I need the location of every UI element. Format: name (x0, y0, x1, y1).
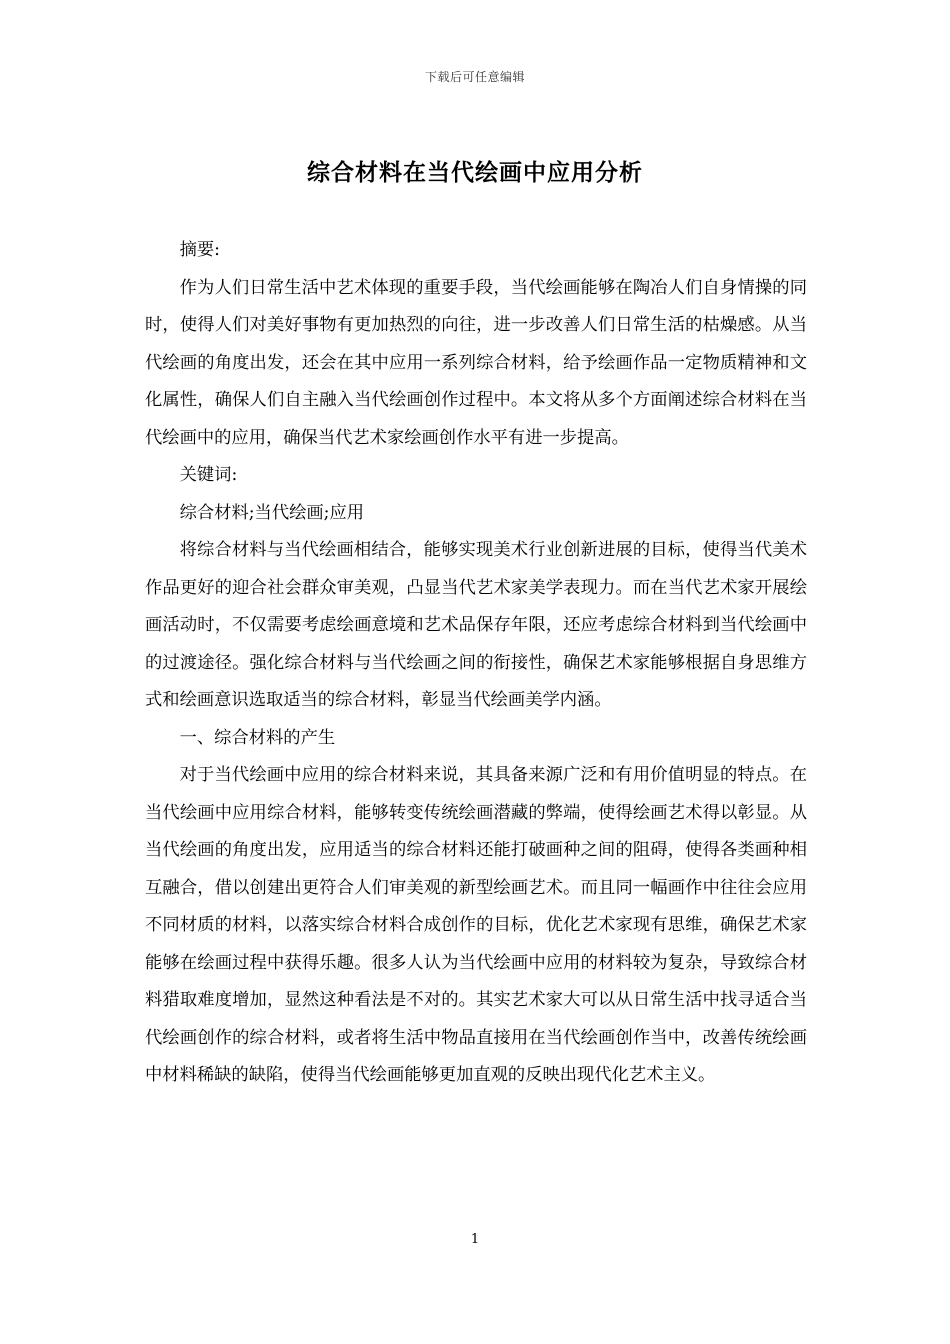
page-number: 1 (470, 1232, 480, 1247)
intro-paragraph: 将综合材料与当代绘画相结合，能够实现美术行业创新进展的目标，使得当代美术作品更好的迎合社会群众审美观，凸显当代艺术家美学表现力。而在当代艺术家开展绘画活动时，不仅需要考虑绘画意境和艺术品保存年限，还应考虑综合材料到当代绘画中的过渡途径。强化综合材料与当代绘画之间的衔接性，确保艺术家能够根据自身思维方式和绘画意识选取适当的综合材料，彰显当代绘画美学内涵。 (145, 540, 807, 710)
section-1-paragraph: 对于当代绘画中应用的综合材料来说，其具备来源广泛和有用价值明显的特点。在当代绘画中应用综合材料，能够转变传统绘画潜藏的弊端，使得绘画艺术得以彰显。从当代绘画的角度出发，应用适当的综合材料还能打破画种之间的阻碍，使得各类画种相互融合，借以创建出更符合人们审美观的新型绘画艺术。而且同一幅画作中往往会应用不同材质的材料，以落实综合材料合成创作的目标，优化艺术家现有思维，确保艺术家能够在绘画过程中获得乐趣。很多人认为当代绘画中应用的材料较为复杂，导致综合材料猎取难度增加，显然这种看法是不对的。其实艺术家大可以从日常生活中找寻适合当代绘画创作的综合材料，或者将生活中物品直接用在当代绘画创作当中，改善传统绘画中材料稀缺的缺陷，使得当代绘画能够更加直观的反映出现代化艺术主义。 (145, 765, 807, 1085)
document-title: 综合材料在当代绘画中应用分析 (307, 160, 643, 186)
keywords-list: 综合材料;当代绘画;应用 (179, 502, 365, 523)
document-body (145, 232, 807, 1095)
section-heading-1: 一、综合材料的产生 (179, 727, 336, 748)
abstract-paragraph: 作为人们日常生活中艺术体现的重要手段，当代绘画能够在陶冶人们自身情操的同时，使得人们对美好事物有更加热烈的向往，进一步改善人们日常生活的枯燥感。从当代绘画的角度出发，还会在其中应用一系列综合材料，给予绘画作品一定物质精神和文化属性，确保人们自主融入当代绘画创作过程中。本文将从多个方面阐述综合材料在当代绘画中的应用，确保当代艺术家绘画创作水平有进一步提高。 (145, 277, 807, 448)
page-header-note: 下载后可任意编辑 (424, 70, 525, 84)
abstract-heading: 摘要: (179, 240, 220, 260)
keywords-heading: 关键词: (179, 465, 238, 485)
